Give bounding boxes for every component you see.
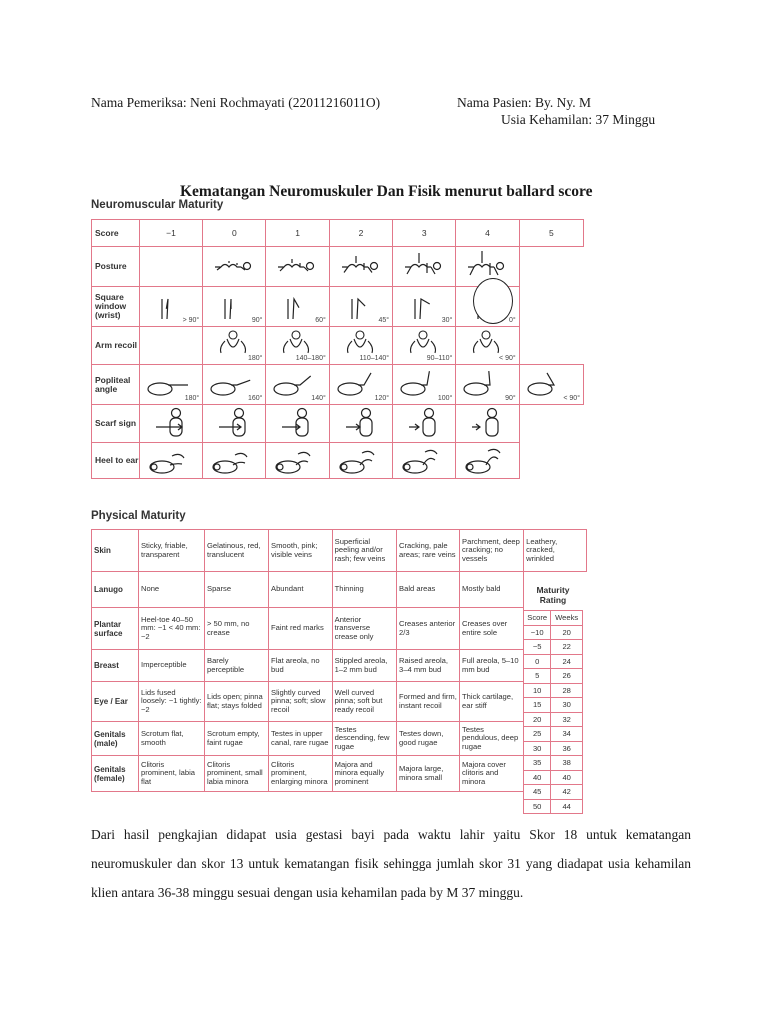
posture-icon [266,247,326,283]
degree-label: 140–180° [295,355,326,362]
rating-cell: 26 [551,669,583,684]
rating-cell: 38 [551,756,583,771]
rating-row [524,799,583,814]
rating-row [524,712,583,727]
criteria-cell [266,287,329,327]
criteria-cell: Testes pendulous, deep rugae [460,722,524,756]
physical-row [92,608,587,650]
heel-to-ear-icon [456,443,516,479]
criteria-cell: Formed and firm, instant recoil [397,682,460,722]
rating-cell: 10 [524,683,551,698]
criteria-cell [203,365,266,405]
criteria-cell [139,443,202,479]
criteria-cell [266,327,329,365]
criteria-cell [329,327,392,365]
criteria-cell: Testes descending, few rugae [332,722,396,756]
criteria-cell: Thinning [332,572,396,608]
rating-cell: 15 [524,698,551,713]
degree-label: 180° [184,395,200,402]
criteria-cell [329,443,392,479]
physical-maturity-heading: Physical Maturity [91,510,186,522]
criteria-cell [203,327,266,365]
criteria-cell [519,405,583,443]
heel-to-ear-icon [266,443,326,479]
neuromuscular-row [92,443,584,479]
criteria-cell: Bald areas [397,572,460,608]
criteria-cell: Sparse [205,572,269,608]
criteria-cell: Slightly curved pinna; soft; slow recoil [269,682,333,722]
scarf-sign-icon [393,405,453,441]
criteria-cell: Imperceptible [138,650,204,682]
rating-cell: 45 [524,785,551,800]
rating-cell: 24 [551,654,583,669]
score-column-header: 2 [329,220,392,247]
maturity-rating-table [523,610,583,814]
physical-row [92,572,587,608]
criteria-cell [393,327,456,365]
rating-cell: 44 [551,799,583,814]
criteria-cell [139,247,202,287]
rating-cell: 20 [524,712,551,727]
physical-maturity-table [91,529,587,792]
criteria-cell: Scrotum flat, smooth [138,722,204,756]
degree-label: 0° [508,317,516,324]
criteria-cell [393,365,456,405]
maturity-rating-title: Maturity Rating [536,585,570,605]
rating-row [524,654,583,669]
criteria-cell: Creases anterior 2/3 [397,608,460,650]
heel-to-ear-icon [330,443,390,479]
criteria-cell [139,365,202,405]
criteria-cell: Cracking, pale areas; rare veins [397,530,460,572]
criteria-cell [393,247,456,287]
row-label: Square window (wrist) [92,287,140,327]
criteria-cell [266,405,329,443]
score-column-header: 0 [203,220,266,247]
degree-label: 90–110° [426,355,453,362]
criteria-cell [519,247,583,287]
score-header: Score [92,220,140,247]
patient-name: Nama Pasien: By. Ny. M [457,95,591,110]
rating-cell: 25 [524,727,551,742]
criteria-cell [329,365,392,405]
criteria-cell [266,247,329,287]
rating-cell: −5 [524,640,551,655]
row-label: Heel to ear [92,443,140,479]
neuromuscular-row [92,405,584,443]
rating-cell: 5 [524,669,551,684]
rating-cell: 20 [551,625,583,640]
criteria-cell [139,327,202,365]
criteria-cell [139,405,202,443]
criteria-cell: Smooth, pink; visible veins [269,530,333,572]
row-label: Skin [92,530,139,572]
criteria-cell: > 50 mm, no crease [205,608,269,650]
gestational-age: Usia Kehamilan: 37 Minggu [501,112,656,127]
criteria-cell [519,443,583,479]
posture-icon [393,247,453,283]
criteria-cell [329,287,392,327]
rating-cell: 0 [524,654,551,669]
physical-row [92,650,587,682]
criteria-cell: Lids open; pinna flat; stays folded [205,682,269,722]
rating-cell: 34 [551,727,583,742]
degree-label: 180° [248,355,263,362]
rating-cell: 36 [551,741,583,756]
rating-cell: 40 [551,770,583,785]
degree-label: 110–140° [359,355,390,362]
criteria-cell [393,405,456,443]
rating-row [524,785,583,800]
criteria-cell [139,287,202,327]
row-label: Lanugo [92,572,139,608]
score-column-header: 4 [456,220,519,247]
criteria-cell: Sticky, friable, transparent [138,530,204,572]
criteria-cell: Faint red marks [269,608,333,650]
criteria-cell: Lids fused loosely: −1 tightly: −2 [138,682,204,722]
degree-label: 140° [311,395,326,402]
rating-cell: 30 [551,698,583,713]
criteria-cell [519,327,583,365]
criteria-cell [393,287,456,327]
score-column-header: 1 [266,220,329,247]
criteria-cell [329,247,392,287]
degree-label: 100° [437,395,453,402]
criteria-cell: Majora cover clitoris and minora [460,756,524,792]
row-label: Posture [92,247,140,287]
physical-row [92,530,587,572]
criteria-cell: Testes down, good rugae [397,722,460,756]
rating-header: Score [524,611,551,626]
criteria-cell: Flat areola, no bud [269,650,333,682]
score-column-header: 3 [393,220,456,247]
criteria-cell [456,405,519,443]
criteria-cell [266,443,329,479]
rating-cell: 30 [524,741,551,756]
row-label: Eye / Ear [92,682,139,722]
scarf-sign-icon [456,405,516,441]
criteria-cell: Testes in upper canal, rare rugae [269,722,333,756]
row-label: Scarf sign [92,405,140,443]
criteria-cell [203,247,266,287]
criteria-cell: Heel-toe 40–50 mm: −1 < 40 mm: −2 [138,608,204,650]
row-label: Breast [92,650,139,682]
criteria-cell: Stippled areola, 1–2 mm bud [332,650,396,682]
criteria-cell: Barely perceptible [205,650,269,682]
criteria-cell: Parchment, deep cracking; no vessels [460,530,524,572]
neuromuscular-row [92,327,584,365]
criteria-cell: Well curved pinna; soft but ready recoil [332,682,396,722]
scarf-sign-icon [203,405,263,441]
row-label: Popliteal angle [92,365,140,405]
examiner-name: Nama Pemeriksa: Neni Rochmayati (22011216011O) [91,95,381,110]
scarf-sign-icon [140,405,200,441]
conclusion-paragraph: Dari hasil pengkajian didapat usia gestasi bayi pada waktu lahir yaitu Skor 18 untuk kematangan neuromuskuler dan skor 13 untuk kematangan fisik sehingga jumlah skor 31 yang diadapat usia kehamilan klien antara 36-38 minggu sesuai dengan usia kehamilan pada by M 37 minggu. [91,827,691,900]
heel-to-ear-icon [140,443,200,479]
heel-to-ear-icon [393,443,453,479]
rating-header: Weeks [551,611,583,626]
highlight-circle [473,278,513,324]
criteria-cell: None [138,572,204,608]
rating-row [524,698,583,713]
criteria-cell: Clitoris prominent, labia flat [138,756,204,792]
degree-label: > 90° [182,317,200,324]
criteria-cell: Creases over entire sole [460,608,524,650]
criteria-cell: Clitoris prominent, small labia minora [205,756,269,792]
criteria-cell: Abundant [269,572,333,608]
criteria-cell: Majora large, minora small [397,756,460,792]
row-label: Arm recoil [92,327,140,365]
degree-label: 60° [315,317,326,324]
physical-row [92,756,587,792]
degree-label: < 90° [563,395,580,402]
neuromuscular-row [92,365,584,405]
degree-label: 90° [505,395,516,402]
heel-to-ear-icon [203,443,263,479]
degree-label: 120° [374,395,390,402]
criteria-cell: Mostly bald [460,572,524,608]
degree-label: 30° [441,317,453,324]
criteria-cell [329,405,392,443]
rating-row [524,669,583,684]
criteria-cell: Anterior transverse crease only [332,608,396,650]
posture-icon [203,247,263,283]
neuromuscular-heading: Neuromuscular Maturity [91,199,224,211]
criteria-cell [519,287,583,327]
rating-row [524,727,583,742]
criteria-cell: Thick cartilage, ear stiff [460,682,524,722]
criteria-cell: Full areola, 5–10 mm bud [460,650,524,682]
rating-row [524,770,583,785]
neuromuscular-row [92,247,584,287]
score-column-header: 5 [519,220,583,247]
criteria-cell: Majora and minora equally prominent [332,756,396,792]
criteria-cell: Raised areola, 3–4 mm bud [397,650,460,682]
scarf-sign-icon [266,405,326,441]
degree-label: 45° [378,317,390,324]
rating-cell: 35 [524,756,551,771]
criteria-cell [456,327,519,365]
criteria-cell [266,365,329,405]
rating-row [524,640,583,655]
posture-icon [330,247,390,283]
row-label: Plantar surface [92,608,139,650]
criteria-cell [203,405,266,443]
physical-row [92,722,587,756]
row-label: Genitals (female) [92,756,139,792]
rating-row [524,625,583,640]
degree-label: 160° [248,395,263,402]
criteria-cell [456,365,519,405]
criteria-cell: Scrotum empty, faint rugae [205,722,269,756]
rating-cell: 50 [524,799,551,814]
criteria-cell [203,443,266,479]
rating-cell: 40 [524,770,551,785]
page-title: Kematangan Neuromuskuler Dan Fisik menurut ballard score [180,183,593,200]
rating-cell: 32 [551,712,583,727]
criteria-cell: Superficial peeling and/or rash; few veins [332,530,396,572]
scarf-sign-icon [330,405,390,441]
criteria-cell [519,365,583,405]
criteria-cell: Leathery, cracked, wrinkled [524,530,587,572]
rating-cell: 28 [551,683,583,698]
rating-cell: 42 [551,785,583,800]
criteria-cell [203,287,266,327]
criteria-cell [456,443,519,479]
rating-row [524,683,583,698]
rating-cell: 22 [551,640,583,655]
degree-label: < 90° [499,355,516,362]
rating-row [524,756,583,771]
rating-row [524,741,583,756]
criteria-cell: Clitoris prominent, enlarging minora [269,756,333,792]
criteria-cell [393,443,456,479]
rating-cell: −10 [524,625,551,640]
criteria-cell: Gelatinous, red, translucent [205,530,269,572]
physical-row [92,682,587,722]
row-label: Genitals (male) [92,722,139,756]
score-column-header: −1 [139,220,202,247]
degree-label: 90° [251,317,263,324]
neuromuscular-table [91,219,584,479]
posture-icon [456,247,516,283]
